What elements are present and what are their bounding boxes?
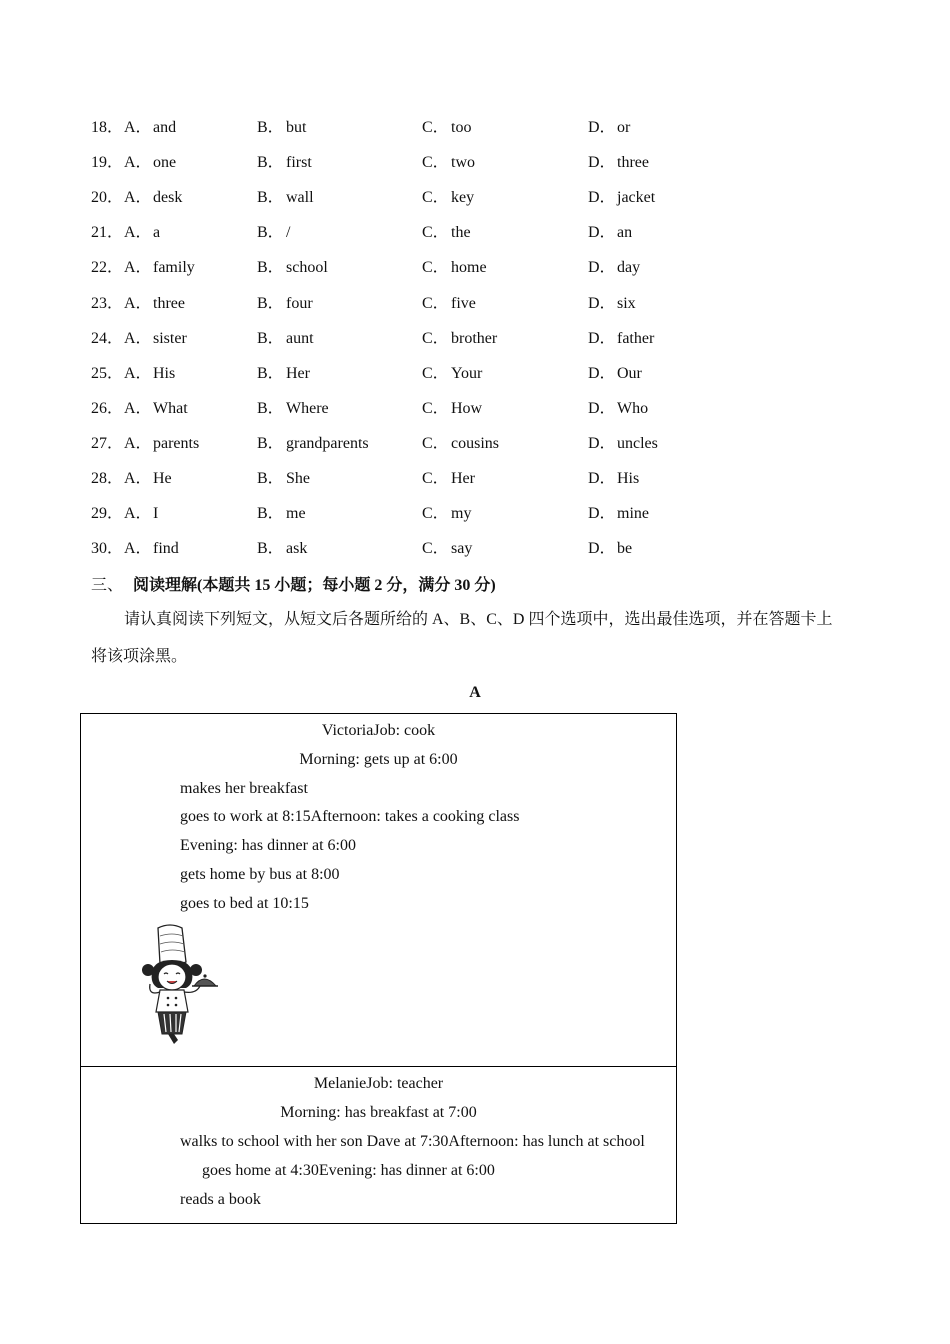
section-heading: 阅读理解(本题共 15 小题；每小题 2 分，满分 30 分) <box>133 577 496 594</box>
option-text: and <box>153 119 177 136</box>
option-letter: D． <box>588 119 616 136</box>
option-c <box>422 502 471 526</box>
option-letter: D． <box>588 295 616 312</box>
option-text: His <box>153 365 176 382</box>
option-text: I <box>153 505 159 522</box>
option-text: How <box>451 400 483 417</box>
option-letter: D． <box>588 365 616 382</box>
option-d <box>588 502 649 526</box>
option-letter: A． <box>124 400 152 417</box>
melanie-line-2: walks to school with her son Dave at 7:30Afternoon: has lunch at school <box>180 1133 645 1150</box>
option-text: He <box>153 470 172 487</box>
option-letter: B． <box>257 295 284 312</box>
option-letter: C． <box>422 505 449 522</box>
question-number: 23． <box>91 295 124 312</box>
option-c <box>422 327 497 351</box>
option-text: uncles <box>617 435 658 452</box>
option-text: desk <box>153 189 183 206</box>
option-letter: C． <box>422 295 449 312</box>
option-b <box>257 362 310 386</box>
option-a <box>124 432 199 456</box>
option-text: but <box>286 119 307 136</box>
option-b <box>257 292 313 316</box>
option-text: She <box>286 470 310 487</box>
option-letter: A． <box>124 189 152 206</box>
option-letter: A． <box>124 224 152 241</box>
option-letter: B． <box>257 154 284 171</box>
option-a <box>124 537 179 561</box>
victoria-line-5: gets home by bus at 8:00 <box>180 866 340 883</box>
option-text: Our <box>617 365 642 382</box>
option-letter: B． <box>257 330 284 347</box>
question-number: 20． <box>91 189 124 206</box>
option-text: / <box>286 224 291 241</box>
chef-illustration <box>138 922 224 1046</box>
option-text: home <box>451 259 487 276</box>
option-a <box>124 151 176 175</box>
option-a <box>124 362 175 386</box>
melanie-line-1: Morning: has breakfast at 7:00 <box>280 1104 477 1121</box>
option-d <box>588 467 639 491</box>
option-text: mine <box>617 505 649 522</box>
question-number: 25． <box>91 365 124 382</box>
option-letter: C． <box>422 470 449 487</box>
option-c <box>422 256 487 280</box>
option-a <box>124 292 185 316</box>
option-text: first <box>286 154 312 171</box>
option-letter: D． <box>588 330 616 347</box>
option-letter: A． <box>124 435 152 452</box>
option-text: Where <box>286 400 329 417</box>
option-b <box>257 502 306 526</box>
option-b <box>257 397 329 421</box>
option-letter: B． <box>257 540 284 557</box>
option-letter: B． <box>257 470 284 487</box>
instruction-line-1: 请认真阅读下列短文，从短文后各题所给的 A、B、C、D 四个选项中，选出最佳选项，并在答题卡上 <box>124 611 833 628</box>
option-letter: D． <box>588 154 616 171</box>
option-text: three <box>617 154 649 171</box>
option-d <box>588 327 654 351</box>
option-b <box>257 221 290 245</box>
option-b <box>257 432 369 456</box>
option-letter: D． <box>588 435 616 452</box>
option-letter: C． <box>422 365 449 382</box>
option-b <box>257 327 314 351</box>
option-a <box>124 186 182 210</box>
option-letter: D． <box>588 224 616 241</box>
option-letter: A． <box>124 330 152 347</box>
option-text: day <box>617 259 641 276</box>
option-text: the <box>451 224 471 241</box>
option-letter: B． <box>257 400 284 417</box>
option-c <box>422 292 476 316</box>
option-letter: A． <box>124 295 152 312</box>
option-text: six <box>617 295 636 312</box>
option-d <box>588 292 636 316</box>
option-letter: B． <box>257 259 284 276</box>
option-text: an <box>617 224 633 241</box>
melanie-header: MelanieJob: teacher <box>313 1075 444 1092</box>
option-text: Who <box>617 400 649 417</box>
question-number: 29． <box>91 505 124 522</box>
option-a <box>124 397 188 421</box>
option-text: His <box>617 470 640 487</box>
option-text: me <box>286 505 306 522</box>
option-letter: D． <box>588 400 616 417</box>
option-text: key <box>451 189 475 206</box>
option-letter: C． <box>422 400 449 417</box>
option-d <box>588 432 658 456</box>
option-letter: B． <box>257 365 284 382</box>
option-text: aunt <box>286 330 314 347</box>
option-letter: A． <box>124 470 152 487</box>
melanie-card <box>80 1066 677 1224</box>
question-number: 26． <box>91 400 124 417</box>
option-a <box>124 256 195 280</box>
option-text: my <box>451 505 472 522</box>
option-letter: D． <box>588 505 616 522</box>
option-a <box>124 221 160 245</box>
question-number: 27． <box>91 435 124 452</box>
question-number: 24． <box>91 330 124 347</box>
option-d <box>588 537 632 561</box>
option-a <box>124 327 187 351</box>
option-text: cousins <box>451 435 499 452</box>
option-letter: C． <box>422 224 449 241</box>
option-d <box>588 256 640 280</box>
option-letter: A． <box>124 259 152 276</box>
section-title <box>91 574 496 598</box>
option-d <box>588 151 649 175</box>
question-number: 19． <box>91 154 124 171</box>
option-letter: B． <box>257 119 284 136</box>
victoria-line-2: makes her breakfast <box>180 780 308 797</box>
option-letter: A． <box>124 119 152 136</box>
option-c <box>422 467 475 491</box>
option-text: four <box>286 295 313 312</box>
option-text: What <box>153 400 188 417</box>
option-text: three <box>153 295 185 312</box>
option-b <box>257 256 328 280</box>
option-c <box>422 186 474 210</box>
option-letter: C． <box>422 189 449 206</box>
question-number: 30． <box>91 540 124 557</box>
option-text: parents <box>153 435 200 452</box>
option-letter: C． <box>422 154 449 171</box>
option-text: Her <box>286 365 310 382</box>
option-d <box>588 397 648 421</box>
option-text: two <box>451 154 475 171</box>
option-a <box>124 502 158 526</box>
option-text: find <box>153 540 179 557</box>
option-text: too <box>451 119 472 136</box>
option-letter: D． <box>588 189 616 206</box>
victoria-line-1: Morning: gets up at 6:00 <box>299 751 458 768</box>
option-text: or <box>617 119 631 136</box>
option-b <box>257 467 310 491</box>
victoria-header: VictoriaJob: cook <box>321 722 436 739</box>
option-c <box>422 432 499 456</box>
section-number: 三、 <box>91 577 124 594</box>
option-c <box>422 362 482 386</box>
option-a <box>124 467 172 491</box>
instruction-line-2: 将该项涂黑。 <box>91 648 188 665</box>
melanie-line-3: goes home at 4:30Evening: has dinner at 6:00 <box>202 1162 495 1179</box>
option-text: sister <box>153 330 187 347</box>
option-c <box>422 116 471 140</box>
option-letter: C． <box>422 119 449 136</box>
option-text: Her <box>451 470 475 487</box>
option-text: be <box>617 540 633 557</box>
question-number: 21． <box>91 224 124 241</box>
victoria-line-4: Evening: has dinner at 6:00 <box>180 837 356 854</box>
option-b <box>257 537 307 561</box>
melanie-line-4: reads a book <box>180 1191 261 1208</box>
option-c <box>422 537 472 561</box>
option-text: five <box>451 295 476 312</box>
option-text: brother <box>451 330 498 347</box>
option-letter: D． <box>588 470 616 487</box>
option-letter: B． <box>257 189 284 206</box>
option-text: wall <box>286 189 314 206</box>
option-letter: C． <box>422 330 449 347</box>
victoria-line-6: goes to bed at 10:15 <box>180 895 309 912</box>
option-letter: D． <box>588 540 616 557</box>
option-letter: D． <box>588 259 616 276</box>
question-number: 18． <box>91 119 124 136</box>
option-text: a <box>153 224 161 241</box>
option-text: jacket <box>617 189 656 206</box>
option-text: family <box>153 259 195 276</box>
option-letter: A． <box>124 365 152 382</box>
option-letter: A． <box>124 505 152 522</box>
option-letter: C． <box>422 259 449 276</box>
option-letter: B． <box>257 505 284 522</box>
option-c <box>422 151 475 175</box>
question-number: 28． <box>91 470 124 487</box>
option-text: father <box>617 330 655 347</box>
option-a <box>124 116 176 140</box>
option-text: say <box>451 540 473 557</box>
option-d <box>588 362 642 386</box>
option-letter: A． <box>124 540 152 557</box>
option-d <box>588 186 655 210</box>
passage-label: A <box>469 684 481 701</box>
option-c <box>422 397 482 421</box>
option-text: ask <box>286 540 308 557</box>
option-letter: B． <box>257 435 284 452</box>
option-text: school <box>286 259 328 276</box>
option-b <box>257 186 314 210</box>
option-c <box>422 221 471 245</box>
option-letter: C． <box>422 435 449 452</box>
option-d <box>588 116 630 140</box>
option-b <box>257 116 306 140</box>
victoria-line-3: goes to work at 8:15Afternoon: takes a cooking class <box>180 808 520 825</box>
option-text: grandparents <box>286 435 369 452</box>
option-letter: A． <box>124 154 152 171</box>
option-text: Your <box>451 365 483 382</box>
option-letter: C． <box>422 540 449 557</box>
option-b <box>257 151 312 175</box>
option-d <box>588 221 632 245</box>
option-letter: B． <box>257 224 284 241</box>
question-number: 22． <box>91 259 124 276</box>
option-text: one <box>153 154 177 171</box>
